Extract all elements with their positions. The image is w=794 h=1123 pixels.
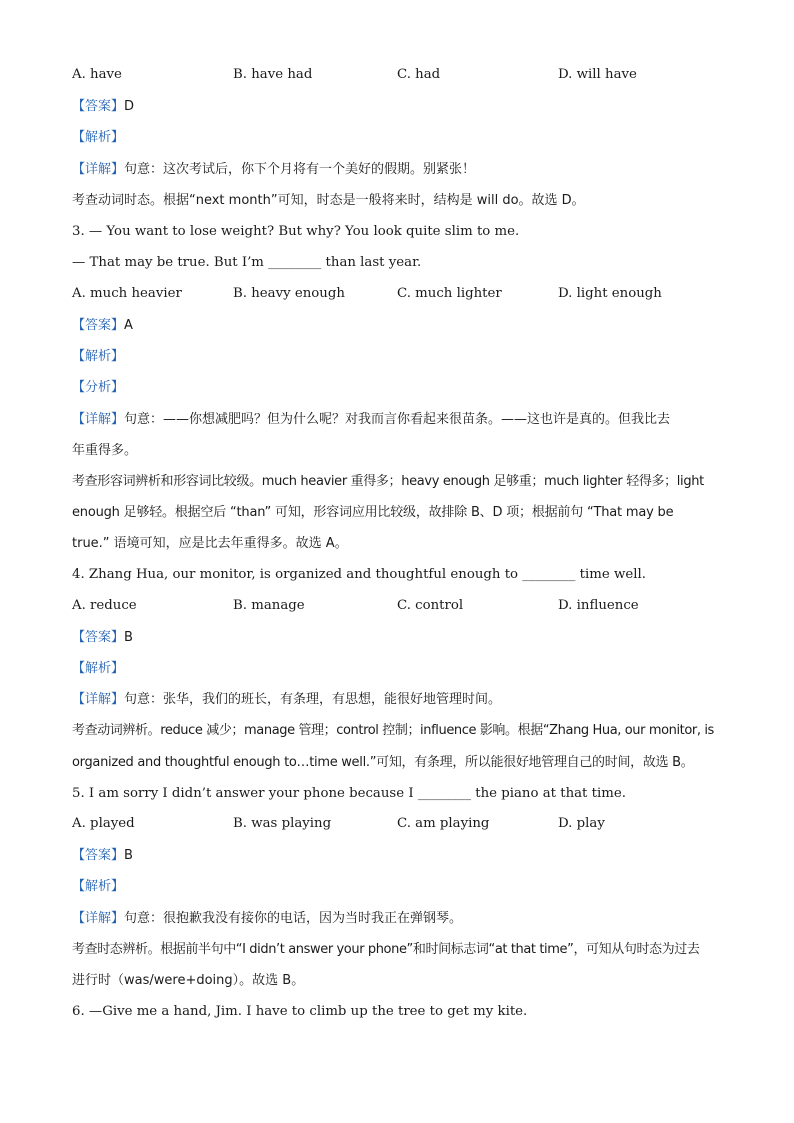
option-a: A. reduce	[72, 598, 137, 613]
q4-explanation-2: organized and thoughtful enough to…time well.”可知，有条理，所以能很好地管理自己的时间，故选 B。	[72, 755, 694, 770]
q3-explanation-2: enough 足够轻。根据空后 “than” 可知，形容词应用比较级，故排除 B、D 项；根据前句 “That may be	[72, 505, 674, 520]
q3-analysis-tag: 【解析】	[72, 349, 125, 364]
q2-explanation: 考查动词时态。根据“next month”可知，时态是一般将来时，结构是 will do。故选 D。	[72, 193, 585, 208]
option-c: C. am playing	[397, 816, 490, 831]
option-c: C. much lighter	[397, 286, 502, 301]
q5-answer: 【答案】B	[72, 848, 133, 863]
q2-detail: 【详解】句意：这次考试后，你下个月将有一个美好的假期。别紧张！	[72, 162, 476, 177]
q5-options	[0, 816, 794, 834]
q5-explanation-1: 考查时态辨析。根据前半句中“I didn’t answer your phone”和时间标志词“at that time”，可知从句时态为过去	[72, 942, 700, 957]
q4-analysis-tag: 【解析】	[72, 661, 125, 676]
q2-analysis-tag: 【解析】	[72, 130, 125, 145]
q3-stem-line-2: — That may be true. But I’m ________ than last year.	[72, 255, 422, 270]
option-d: D. light enough	[558, 286, 662, 301]
q3-detail-cont: 年重得多。	[72, 443, 138, 458]
option-b: B. have had	[233, 67, 313, 82]
q2-options	[0, 67, 794, 85]
q3-explanation-1: 考查形容词辨析和形容词比较级。much heavier 重得多；heavy enough 足够重；much lighter 轻得多；light	[72, 474, 704, 489]
option-b: B. heavy enough	[233, 286, 345, 301]
q5-stem: 5. I am sorry I didn’t answer your phone because I ________ the piano at that time.	[72, 786, 626, 801]
option-d: D. will have	[558, 67, 637, 82]
q6-stem: 6. —Give me a hand, Jim. I have to climb up the tree to get my kite.	[72, 1004, 528, 1019]
option-d: D. play	[558, 816, 605, 831]
q3-explanation-3: true.” 语境可知，应是比去年重得多。故选 A。	[72, 536, 348, 551]
q4-answer: 【答案】B	[72, 630, 133, 645]
q3-answer: 【答案】A	[72, 318, 133, 333]
q5-explanation-2: 进行时（was/were+doing）。故选 B。	[72, 973, 305, 988]
option-a: A. played	[72, 816, 135, 831]
option-b: B. manage	[233, 598, 305, 613]
option-c: C. control	[397, 598, 464, 613]
q5-detail: 【详解】句意：很抱歉我没有接你的电话，因为当时我正在弹钢琴。	[72, 911, 463, 926]
option-d: D. influence	[558, 598, 639, 613]
q5-analysis-tag: 【解析】	[72, 879, 125, 894]
q4-detail: 【详解】句意：张华，我们的班长，有条理，有思想，能很好地管理时间。	[72, 692, 502, 707]
q4-options	[0, 598, 794, 616]
q3-fenxi-tag: 【分析】	[72, 380, 125, 395]
option-a: A. much heavier	[72, 286, 182, 301]
q3-stem-line-1: 3. — You want to lose weight? But why? You look quite slim to me.	[72, 224, 520, 239]
q2-answer: 【答案】D	[72, 99, 135, 114]
option-b: B. was playing	[233, 816, 332, 831]
option-c: C. had	[397, 67, 441, 82]
q3-detail: 【详解】句意：——你想减肥吗？但为什么呢？对我而言你看起来很苗条。——这也许是真的。但我比去	[72, 412, 671, 427]
q4-stem: 4. Zhang Hua, our monitor, is organized and thoughtful enough to ________ time well.	[72, 567, 646, 582]
q3-options	[0, 286, 794, 304]
q4-explanation-1: 考查动词辨析。reduce 减少；manage 管理；control 控制；influence 影响。根据“Zhang Hua, our monitor, is	[72, 723, 714, 738]
option-a: A. have	[72, 67, 122, 82]
